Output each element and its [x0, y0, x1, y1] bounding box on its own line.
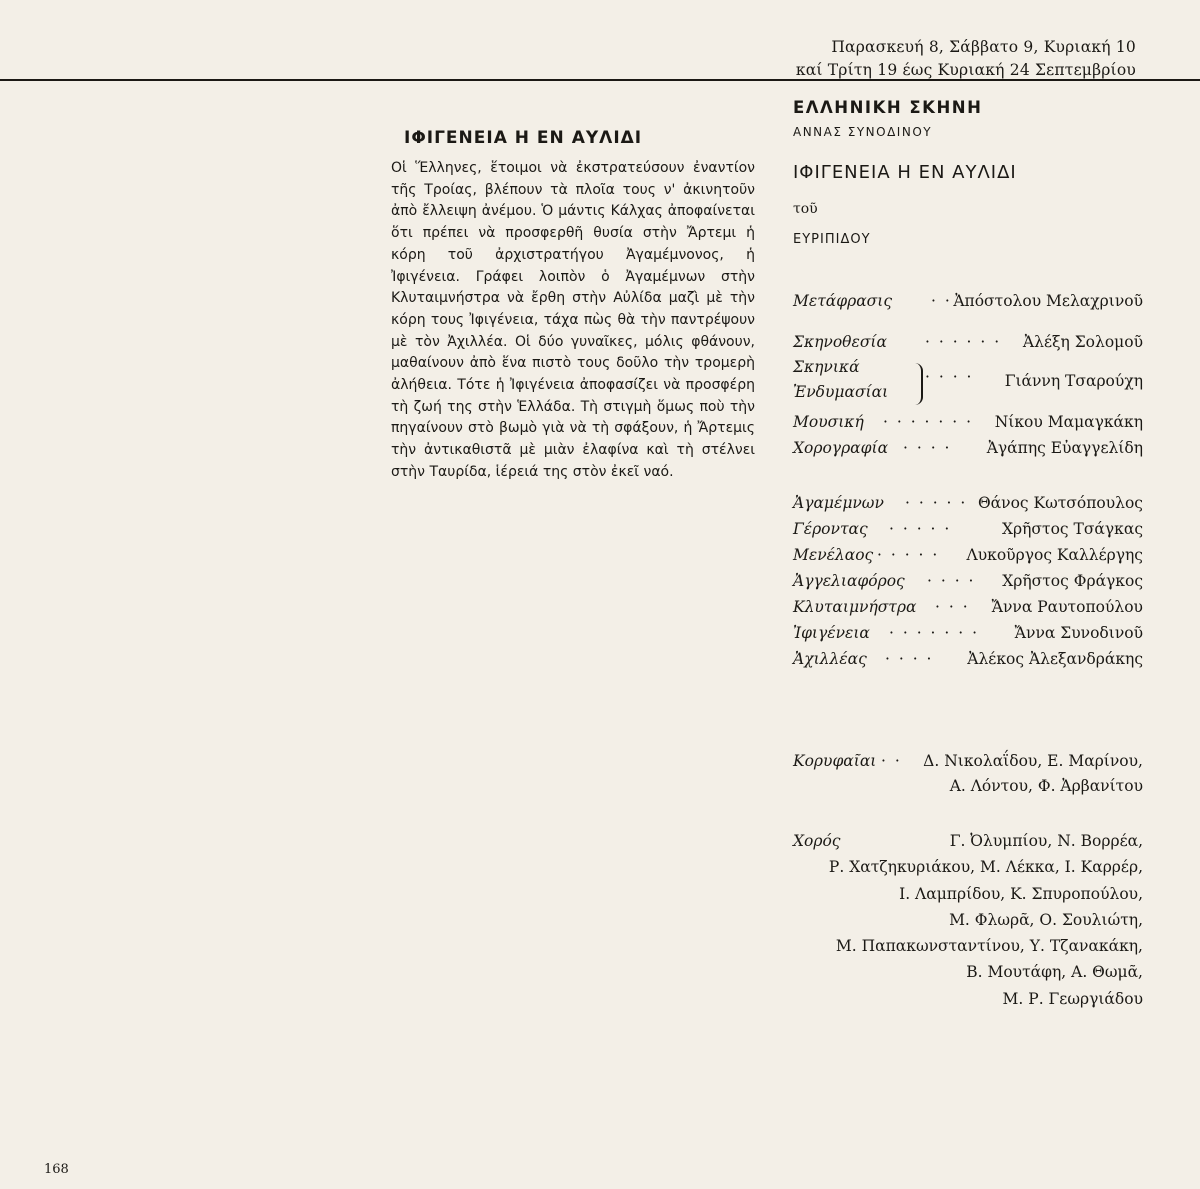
dates-line-1: Παρασκευή 8, Σάββατο 9, Κυριακή 10: [831, 38, 1136, 56]
leaders-names-1: Δ. Νικολαΐδου, Ε. Μαρίνου,: [923, 752, 1143, 770]
cast-role: Κλυταιμνήστρα: [793, 598, 917, 616]
dates-line-2: καί Τρίτη 19 έως Κυριακή 24 Σεπτεμβρίου: [795, 61, 1136, 79]
chorus-line: Μ. Παπακωνσταντίνου, Υ. Τζανακάκη,: [835, 937, 1143, 956]
play-title: ΙΦΙΓΕΝΕΙΑ Η ΕΝ ΑΥΛΙΔΙ: [793, 162, 1017, 183]
chorus-line: Ρ. Χατζηκυριάκου, Μ. Λέκκα, Ι. Καρρέρ,: [828, 858, 1143, 877]
credit-role-costumes: Ἐνδυμασίαι: [793, 383, 889, 401]
synopsis-text: [391, 158, 755, 484]
cast-role: Ἰφιγένεια: [793, 624, 870, 642]
cast-row: [793, 620, 1143, 646]
chorus-line: Μ. Φλωρᾶ, Ο. Σουλιώτη,: [949, 910, 1143, 929]
company-title: ΕΛΛΗΝΙΚΗ ΣΚΗΝΗ: [793, 98, 983, 117]
credit-row: [793, 435, 1143, 461]
cast-role: Ἀγαμέμνων: [793, 494, 884, 512]
leader-dots: · · · · ·: [877, 546, 940, 564]
performance-dates: [796, 36, 1136, 82]
leader-dots: · · · ·: [903, 439, 952, 457]
credit-row: [793, 409, 1143, 435]
credit-name: Ἀπόστολου Μελαχρινοῦ: [953, 292, 1143, 310]
header-rule: [0, 79, 1200, 81]
cast-name: Χρῆστος Τσάγκας: [1001, 520, 1143, 538]
credit-music-choreo: [793, 409, 1143, 461]
chorus-line: Ι. Λαμπρίδου, Κ. Σπυροπούλου,: [899, 884, 1143, 903]
credit-role: Σκηνοθεσία: [793, 333, 887, 351]
cast-name: Ἄννα Συνοδινοῦ: [1014, 624, 1143, 642]
credit-sets-costumes: [793, 355, 1143, 411]
credit-role-sets: Σκηνικά: [793, 358, 860, 376]
cast-list: [793, 490, 1143, 672]
chorus-label: Χορός: [793, 832, 841, 850]
credit-role: Μουσική: [793, 413, 864, 431]
chorus-line: Γ. Ὀλυμπίου, Ν. Βορρέα,: [949, 832, 1143, 850]
leader-dots: · ·: [931, 292, 952, 310]
page-number: 168: [44, 1162, 69, 1177]
leader-dots: · · · ·: [925, 368, 974, 386]
leader-dots: · · · · ·: [889, 520, 952, 538]
credit-role: Μετάφρασις: [793, 292, 893, 310]
synopsis-paragraph: Οἱ Ἕλληνες, ἕτοιμοι νὰ ἐκστρατεύσουν ἐναντίον τῆς Τροίας, βλέπουν τὰ πλοῖα τους ν' ἀκινητοῦν ἀπὸ ἔλλειψη ἀνέμου. Ὁ μάντις Κάλχας ἀποφαίνεται ὅτι πρέπει νὰ προσφερθῆ θυσία στὴν Ἄρτεμι ἡ κόρη τοῦ ἀρχιστρατήγου Ἀγαμέμνονος, ἡ Ἰφιγένεια. Γράφει λοιπὸν ὁ Ἀγαμέμνων στὴν Κλυταιμνήστρα νὰ ἔρθη στὴν Αὐλίδα μαζὶ μὲ τὴν κόρη τους Ἰφιγένεια, τάχα πὼς θὰ τὴν παντρέψουν μὲ τὸν Ἀχιλλέα. Οἱ δύο γυναῖκες, μόλις φθάνουν, μαθαίνουν ἀπὸ ἕνα πιστὸ τους δοῦλο τὴν τρομερὴ ἀλήθεια. Τότε ἡ Ἰφιγένεια ἀποφασίζει νὰ προσφέρη τὴ ζωή της στὴν Ἑλλάδα. Τὴ στιγμὴ ὅμως ποὺ τὴν πηγαίνουν στὸ βωμὸ γιὰ νὰ τὴ σφάξουν, ἡ Ἄρτεμις τὴν ἀντικαθιστᾶ μὲ μιὰν ἐλαφίνα καὶ τὴ στέλνει στὴν Ταυρίδα, ἱέρειά της στὸν ἐκεῖ ναό.: [391, 160, 755, 480]
leaders-names-2: Α. Λόντου, Φ. Ἀρβανίτου: [949, 777, 1143, 795]
cast-role: Γέροντας: [793, 520, 868, 538]
chorus-leaders: [793, 749, 1143, 799]
leader-dots: · · · · · · ·: [889, 624, 980, 642]
play-author: ΕΥΡΙΠΙΔΟΥ: [793, 232, 871, 247]
play-by: τοῦ: [793, 201, 818, 217]
cast-role: Ἀγγελιαφόρος: [793, 572, 905, 590]
credit-row: [793, 288, 1143, 314]
leader-dots: · · · · · · ·: [883, 413, 974, 431]
cast-row: [793, 646, 1143, 672]
synopsis-heading: ΙΦΙΓΕΝΕΙΑ Η ΕΝ ΑΥΛΙΔΙ: [404, 128, 643, 148]
credit-role: Χορογραφία: [793, 439, 889, 457]
cast-name: Θάνος Κωτσόπουλος: [977, 494, 1143, 512]
cast-role: Μενέλαος: [793, 546, 874, 564]
chorus-list: [793, 828, 1143, 1012]
cast-name: Ἄννα Ραυτοπούλου: [991, 598, 1143, 616]
cast-role: Ἀχιλλέας: [793, 650, 867, 668]
cast-row: [793, 516, 1143, 542]
leaders-label: Κορυφαῖαι: [793, 752, 877, 770]
cast-name: Χρῆστος Φράγκος: [1002, 572, 1143, 590]
credit-name: Γιάννη Τσαρούχη: [1004, 372, 1143, 390]
cast-name: Ἀλέκος Ἀλεξανδράκης: [967, 650, 1143, 668]
cast-row: [793, 490, 1143, 516]
chorus-line: Β. Μουτάφη, Α. Θωμᾶ,: [966, 963, 1143, 982]
cast-row: [793, 594, 1143, 620]
leader-dots: · · · ·: [927, 572, 976, 590]
credit-translation: [793, 288, 1143, 314]
credit-name: Ἀλέξη Σολομοῦ: [1022, 333, 1143, 351]
leader-dots: · · · · · ·: [925, 333, 1002, 351]
leader-dots: · · · ·: [885, 650, 934, 668]
leader-dots: · · ·: [935, 598, 970, 616]
chorus-line: Μ. Ρ. Γεωργιάδου: [1002, 989, 1143, 1008]
cast-row: [793, 568, 1143, 594]
leaders-row: [793, 749, 1143, 774]
company-subtitle: ΑΝΝΑΣ ΣΥΝΟΔΙΝΟΥ: [793, 125, 933, 139]
cast-name: Λυκοῦργος Καλλέργης: [966, 546, 1143, 564]
credit-direction: [793, 329, 1143, 355]
credit-name: Νίκου Μαμαγκάκη: [994, 413, 1143, 431]
cast-row: [793, 542, 1143, 568]
leader-dots: · · · · ·: [905, 494, 968, 512]
credit-row: [793, 329, 1143, 355]
leader-dots: · ·: [881, 752, 902, 770]
grouping-brace: [911, 363, 923, 405]
credit-name: Ἀγάπης Εὐαγγελίδη: [986, 439, 1143, 457]
